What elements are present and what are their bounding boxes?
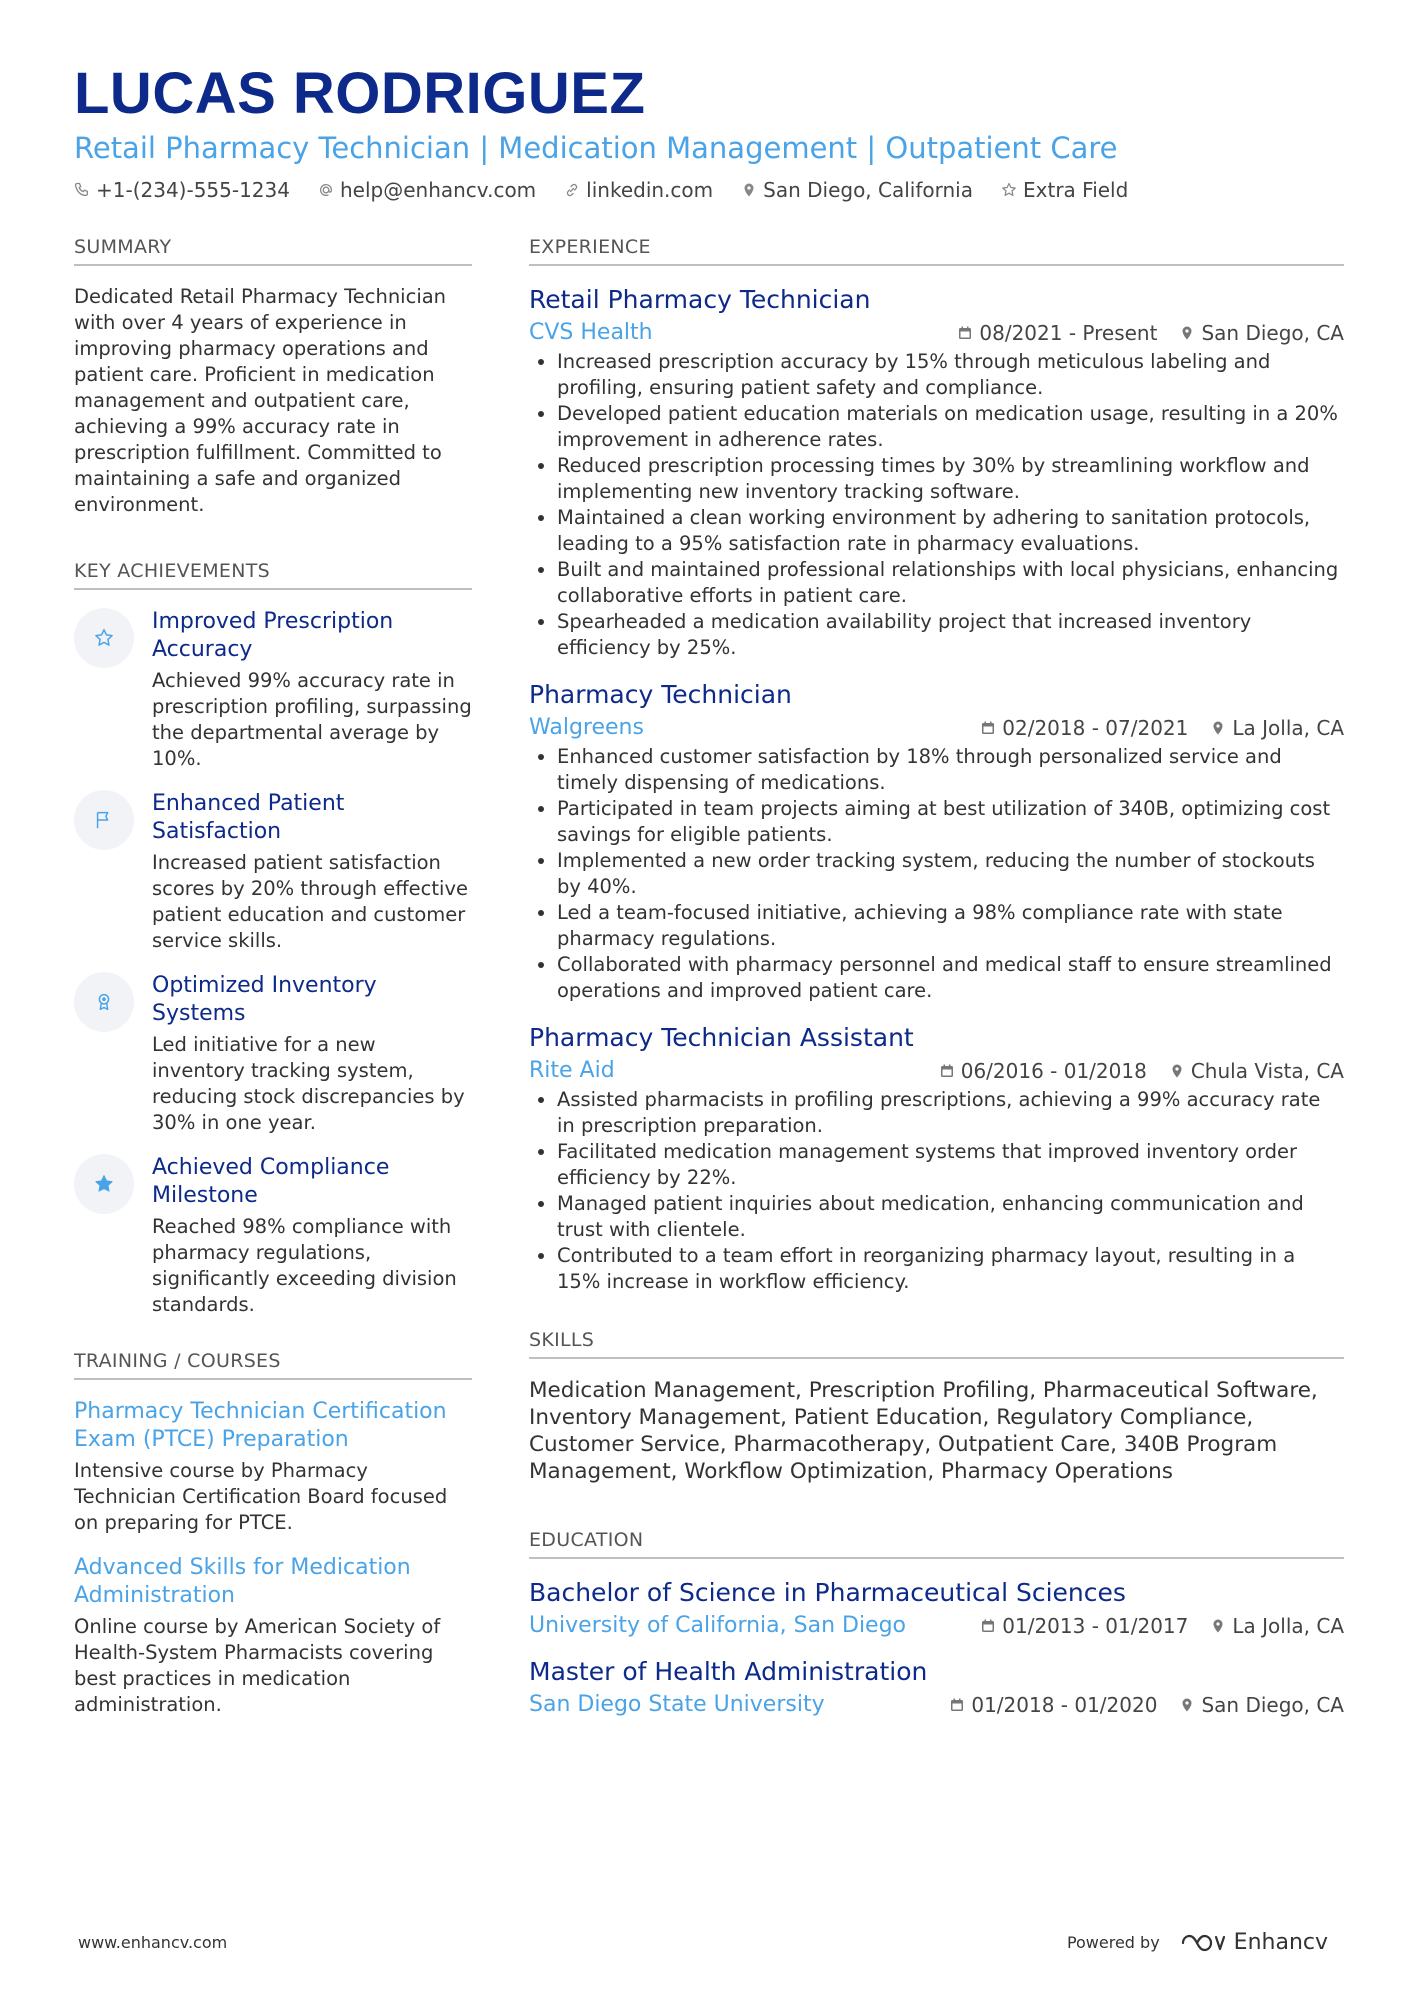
job-location <box>1210 716 1344 740</box>
achievement-icon-wrap <box>74 972 134 1032</box>
star-outline-icon <box>1001 182 1017 198</box>
resume-header <box>74 62 1344 202</box>
experience-section <box>529 236 1344 1295</box>
job-bullet: • Collaborated with pharmacy personnel and medical staff to ensure streamlined operations and improved patient care. <box>557 952 1344 1004</box>
calendar-icon <box>980 720 996 736</box>
training-section <box>74 1350 472 1718</box>
education-meta <box>529 1692 1344 1717</box>
achievement-title: Improved Prescription Accuracy <box>152 609 394 662</box>
contact-location <box>741 178 973 202</box>
job-dates-text: 06/2016 - 01/2018 <box>960 1058 1147 1083</box>
at-icon <box>318 182 334 198</box>
course-desc: Online course by American Society of Health-System Pharmacists covering best practices in medication administration. <box>74 1615 441 1716</box>
achievement-item <box>74 608 472 772</box>
flag-icon <box>93 809 115 831</box>
job-bullet: • Participated in team projects aiming at best utilization of 340B, optimizing cost savings for eligible patients. <box>557 796 1344 848</box>
job-bullet: • Enhanced customer satisfaction by 18% through personalized service and timely dispensing of medications. <box>557 744 1344 796</box>
phone-text: +1-(234)-555-1234 <box>96 178 290 202</box>
job-location <box>1169 1059 1344 1083</box>
education-meta <box>529 1613 1344 1638</box>
contact-bar <box>74 178 1344 202</box>
job-entry <box>529 1022 1344 1295</box>
achievement-body <box>152 1154 472 1318</box>
candidate-name: LUCAS RODRIGUEZ <box>74 61 646 126</box>
section-title-skills: SKILLS <box>529 1329 1344 1359</box>
left-column <box>74 236 472 1736</box>
course-desc: Intensive course by Pharmacy Technician Certification Board focused on preparing for PTCE. <box>74 1459 448 1534</box>
education-dates <box>980 1614 1188 1638</box>
link-icon <box>564 182 580 198</box>
footer-url[interactable]: www.enhancv.com <box>78 1933 228 1952</box>
achievement-icon-wrap <box>74 608 134 668</box>
job-bullet: • Managed patient inquiries about medication, enhancing communication and trust with clientele. <box>557 1191 1344 1243</box>
job-meta <box>529 1058 1344 1083</box>
course-title: Advanced Skills for Medication Administration <box>74 1555 411 1608</box>
job-bullets <box>529 744 1344 1004</box>
job-dates <box>957 321 1157 345</box>
job-bullet: • Increased prescription accuracy by 15% through meticulous labeling and profiling, ensuring patient safety and compliance. <box>557 349 1344 401</box>
job-location <box>1179 321 1344 345</box>
section-title-achievements: KEY ACHIEVEMENTS <box>74 560 472 590</box>
course-title: Pharmacy Technician Certification Exam (PTCE) Preparation <box>74 1399 447 1452</box>
achievement-body <box>152 972 472 1136</box>
section-title-experience: EXPERIENCE <box>529 236 1344 266</box>
right-column <box>529 236 1344 1735</box>
phone-icon <box>74 182 90 198</box>
job-bullet: • Contributed to a team effort in reorganizing pharmacy layout, resulting in a 15% increase in workflow efficiency. <box>557 1243 1344 1295</box>
enhancv-logo-icon <box>1180 1932 1226 1954</box>
calendar-icon <box>957 325 973 341</box>
school-name: University of California, San Diego <box>529 1613 907 1638</box>
job-dates-text: 02/2018 - 07/2021 <box>1002 715 1189 740</box>
achievement-icon-wrap <box>74 1154 134 1214</box>
job-title: Pharmacy Technician <box>529 680 792 709</box>
location-pin-icon <box>1169 1063 1185 1079</box>
achievement-title: Achieved Compliance Milestone <box>152 1155 390 1208</box>
education-entry <box>529 1577 1344 1638</box>
job-bullet: • Assisted pharmacists in profiling prescriptions, achieving a 99% accuracy rate in prescription preparation. <box>557 1087 1344 1139</box>
location-text: San Diego, California <box>763 178 973 202</box>
email-text: help@enhancv.com <box>339 178 537 202</box>
course-item <box>74 1554 472 1718</box>
job-entry <box>529 284 1344 661</box>
achievement-body <box>152 608 472 772</box>
achievement-icon-wrap <box>74 790 134 850</box>
job-location-text: Chula Vista, CA <box>1190 1058 1344 1083</box>
education-entry <box>529 1656 1344 1717</box>
job-bullet: • Led a team-focused initiative, achieving a 98% compliance rate with state pharmacy regulations. <box>557 900 1344 952</box>
section-title-education: EDUCATION <box>529 1529 1344 1559</box>
location-pin-icon <box>1179 1697 1195 1713</box>
contact-phone[interactable] <box>74 178 290 202</box>
achievement-item <box>74 790 472 954</box>
powered-by-text: Powered by <box>1066 1933 1160 1952</box>
job-bullet: • Developed patient education materials on medication usage, resulting in a 20% improvement in adherence rates. <box>557 401 1344 453</box>
section-title-training: TRAINING / COURSES <box>74 1350 472 1380</box>
degree-title: Master of Health Administration <box>529 1657 928 1686</box>
job-bullet: • Implemented a new order tracking system, reducing the number of stockouts by 40%. <box>557 848 1344 900</box>
job-dates <box>980 716 1188 740</box>
calendar-icon <box>939 1063 955 1079</box>
brand-name: Enhancv <box>1233 1930 1328 1955</box>
job-location-text: San Diego, CA <box>1201 320 1344 345</box>
skills-section <box>529 1329 1344 1485</box>
achievement-item <box>74 1154 472 1318</box>
calendar-icon <box>949 1697 965 1713</box>
contact-linkedin[interactable] <box>564 178 713 202</box>
school-name: San Diego State University <box>529 1692 825 1717</box>
education-location <box>1210 1614 1344 1638</box>
summary-text: Dedicated Retail Pharmacy Technician with over 4 years of experience in improving pharmacy operations and patient care. Proficient in medication management and outpatient care, achieving a 99% accuracy rate in prescription fulfillment. Committed to maintaining a safe and organized environment. <box>74 285 447 516</box>
education-location <box>1179 1693 1344 1717</box>
location-pin-icon <box>1210 720 1226 736</box>
education-dates <box>949 1693 1157 1717</box>
page-footer <box>78 1930 1328 1955</box>
contact-email[interactable] <box>318 178 536 202</box>
linkedin-text: linkedin.com <box>586 178 714 202</box>
job-title: Pharmacy Technician Assistant <box>529 1023 914 1052</box>
achievement-desc: Achieved 99% accuracy rate in prescription profiling, surpassing the departmental average by 10%. <box>152 669 472 770</box>
calendar-icon <box>980 1618 996 1634</box>
education-dates-text: 01/2013 - 01/2017 <box>1002 1613 1189 1638</box>
job-bullet: • Reduced prescription processing times by 30% by streamlining workflow and implementing new inventory tracking software. <box>557 453 1344 505</box>
candidate-headline: Retail Pharmacy Technician | Medication Management | Outpatient Care <box>74 131 1118 165</box>
job-bullet: • Built and maintained professional relationships with local physicians, enhancing collaborative efforts in patient care. <box>557 557 1344 609</box>
job-meta <box>529 715 1344 740</box>
achievement-title: Enhanced Patient Satisfaction <box>152 791 345 844</box>
education-dates-text: 01/2018 - 01/2020 <box>971 1692 1158 1717</box>
job-location-text: La Jolla, CA <box>1232 715 1344 740</box>
course-item <box>74 1398 472 1536</box>
job-meta <box>529 320 1344 345</box>
job-bullet: • Facilitated medication management systems that improved inventory order efficiency by 22%. <box>557 1139 1344 1191</box>
location-pin-icon <box>1179 325 1195 341</box>
job-dates-text: 08/2021 - Present <box>979 320 1158 345</box>
degree-title: Bachelor of Science in Pharmaceutical Sciences <box>529 1578 1126 1607</box>
job-bullets <box>529 349 1344 661</box>
achievements-section <box>74 560 472 1318</box>
job-bullet: • Spearheaded a medication availability project that increased inventory efficiency by 25%. <box>557 609 1344 661</box>
job-entry <box>529 679 1344 1004</box>
achievement-desc: Increased patient satisfaction scores by 20% through effective patient education and customer service skills. <box>152 851 468 952</box>
achievement-body <box>152 790 472 954</box>
location-pin-icon <box>1210 1618 1226 1634</box>
education-section <box>529 1529 1344 1717</box>
job-dates <box>939 1059 1147 1083</box>
award-icon <box>93 991 115 1013</box>
extra-text: Extra Field <box>1023 178 1129 202</box>
location-pin-icon <box>741 182 757 198</box>
education-location-text: La Jolla, CA <box>1232 1613 1344 1638</box>
job-company: Walgreens <box>529 715 644 740</box>
job-bullet: • Maintained a clean working environment by adhering to sanitation protocols, leading to a 95% satisfaction rate in pharmacy evaluations. <box>557 505 1344 557</box>
achievement-item <box>74 972 472 1136</box>
summary-section <box>74 236 472 518</box>
section-title-summary: SUMMARY <box>74 236 472 266</box>
skills-text: Medication Management, Prescription Profiling, Pharmaceutical Software, Inventory Management, Patient Education, Regulatory Compliance, Customer Service, Pharmacotherapy, Outpatient Care, 340B Program Management, Workflow Optimization, Pharmacy Operations <box>529 1378 1318 1484</box>
education-location-text: San Diego, CA <box>1201 1692 1344 1717</box>
job-company: Rite Aid <box>529 1058 615 1083</box>
achievement-desc: Led initiative for a new inventory tracking system, reducing stock discrepancies by 30% in one year. <box>152 1033 465 1134</box>
brand-logo[interactable] <box>1180 1930 1328 1955</box>
star-icon <box>93 627 115 649</box>
contact-extra <box>1001 178 1128 202</box>
achievement-title: Optimized Inventory Systems <box>152 973 377 1026</box>
job-bullets <box>529 1087 1344 1295</box>
job-company: CVS Health <box>529 320 653 345</box>
star-filled-icon <box>93 1173 115 1195</box>
achievement-desc: Reached 98% compliance with pharmacy regulations, significantly exceeding division standards. <box>152 1215 457 1316</box>
job-title: Retail Pharmacy Technician <box>529 285 871 314</box>
